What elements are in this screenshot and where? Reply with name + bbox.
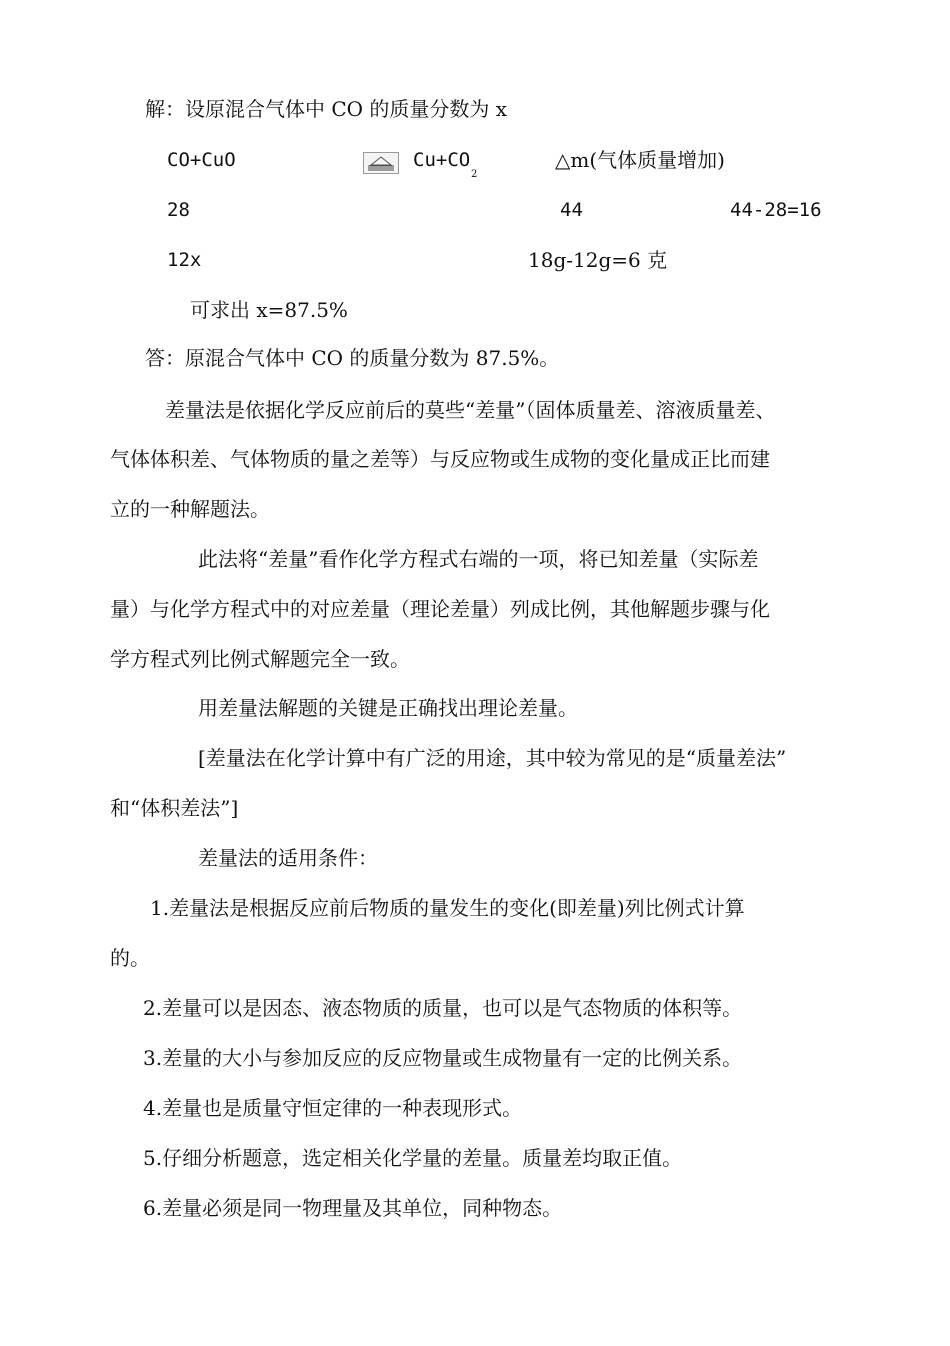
actual-row-mass: 12x [167,249,202,271]
solution-intro: 解：设原混合气体中 CO 的质量分数为 x [145,97,508,121]
paragraph-method-line-3: 学方程式列比例式解题完全一致。 [110,647,410,671]
equation-reactants: CO+CuO [167,149,236,171]
paragraph-method-line-1: 此法将“差量”看作化学方程式右端的一项，将已知差量（实际差 [198,547,759,571]
solution-answer: 答：原混合气体中 CO 的质量分数为 87.5%。 [145,346,560,370]
condition-4: 4.差量也是质量守恒定律的一种表现形式。 [143,1096,523,1120]
condition-1-line-2: 的。 [110,946,150,970]
paragraph-usage-line-1: [差量法在化学计算中有广泛的用途，其中较为常见的是“质量差法” [198,746,787,770]
equation-subscript: 2 [471,169,478,180]
paragraph-method-line-2: 量）与化学方程式中的对应差量（理论差量）列成比例，其他解题步骤与化 [110,597,770,621]
paragraph-definition-line-3: 立的一种解题法。 [110,497,270,521]
equation-products: Cu+CO [413,149,471,171]
ratio-row-co2: 44 [560,199,583,221]
condition-6: 6.差量必须是同一物理量及其单位，同种物态。 [143,1196,563,1220]
solution-result: 可求出 x=87.5% [190,298,348,322]
paragraph-definition-line-1: 差量法是依据化学反应前后的莫些“差量”（固体质量差、溶液质量差、 [165,398,776,422]
condition-2: 2.差量可以是因态、液态物质的质量，也可以是气态物质的体积等。 [143,996,743,1020]
paragraph-definition-line-2: 气体体积差、气体物质的量之差等）与反应物或生成物的变化量成正比而建 [110,447,770,471]
condition-1-line-1: 1.差量法是根据反应前后物质的量发生的变化(即差量)列比例式计算 [150,896,745,920]
heating-arrow-icon [363,152,399,174]
ratio-row-co: 28 [167,199,190,221]
paragraph-usage-line-2: 和“体积差法”] [110,796,239,820]
condition-3: 3.差量的大小与参加反应的反应物量或生成物量有一定的比例关系。 [143,1046,743,1070]
paragraph-key: 用差量法解题的关键是正确找出理论差量。 [198,696,578,720]
conditions-heading: 差量法的适用条件： [198,846,378,870]
actual-row-delta: 18g-12g=6 克 [528,248,668,272]
equation-delta: △m(气体质量增加) [555,148,725,172]
condition-5: 5.仔细分析题意，选定相关化学量的差量。质量差均取正值。 [143,1146,683,1170]
ratio-row-delta: 44-28=16 [730,199,822,221]
